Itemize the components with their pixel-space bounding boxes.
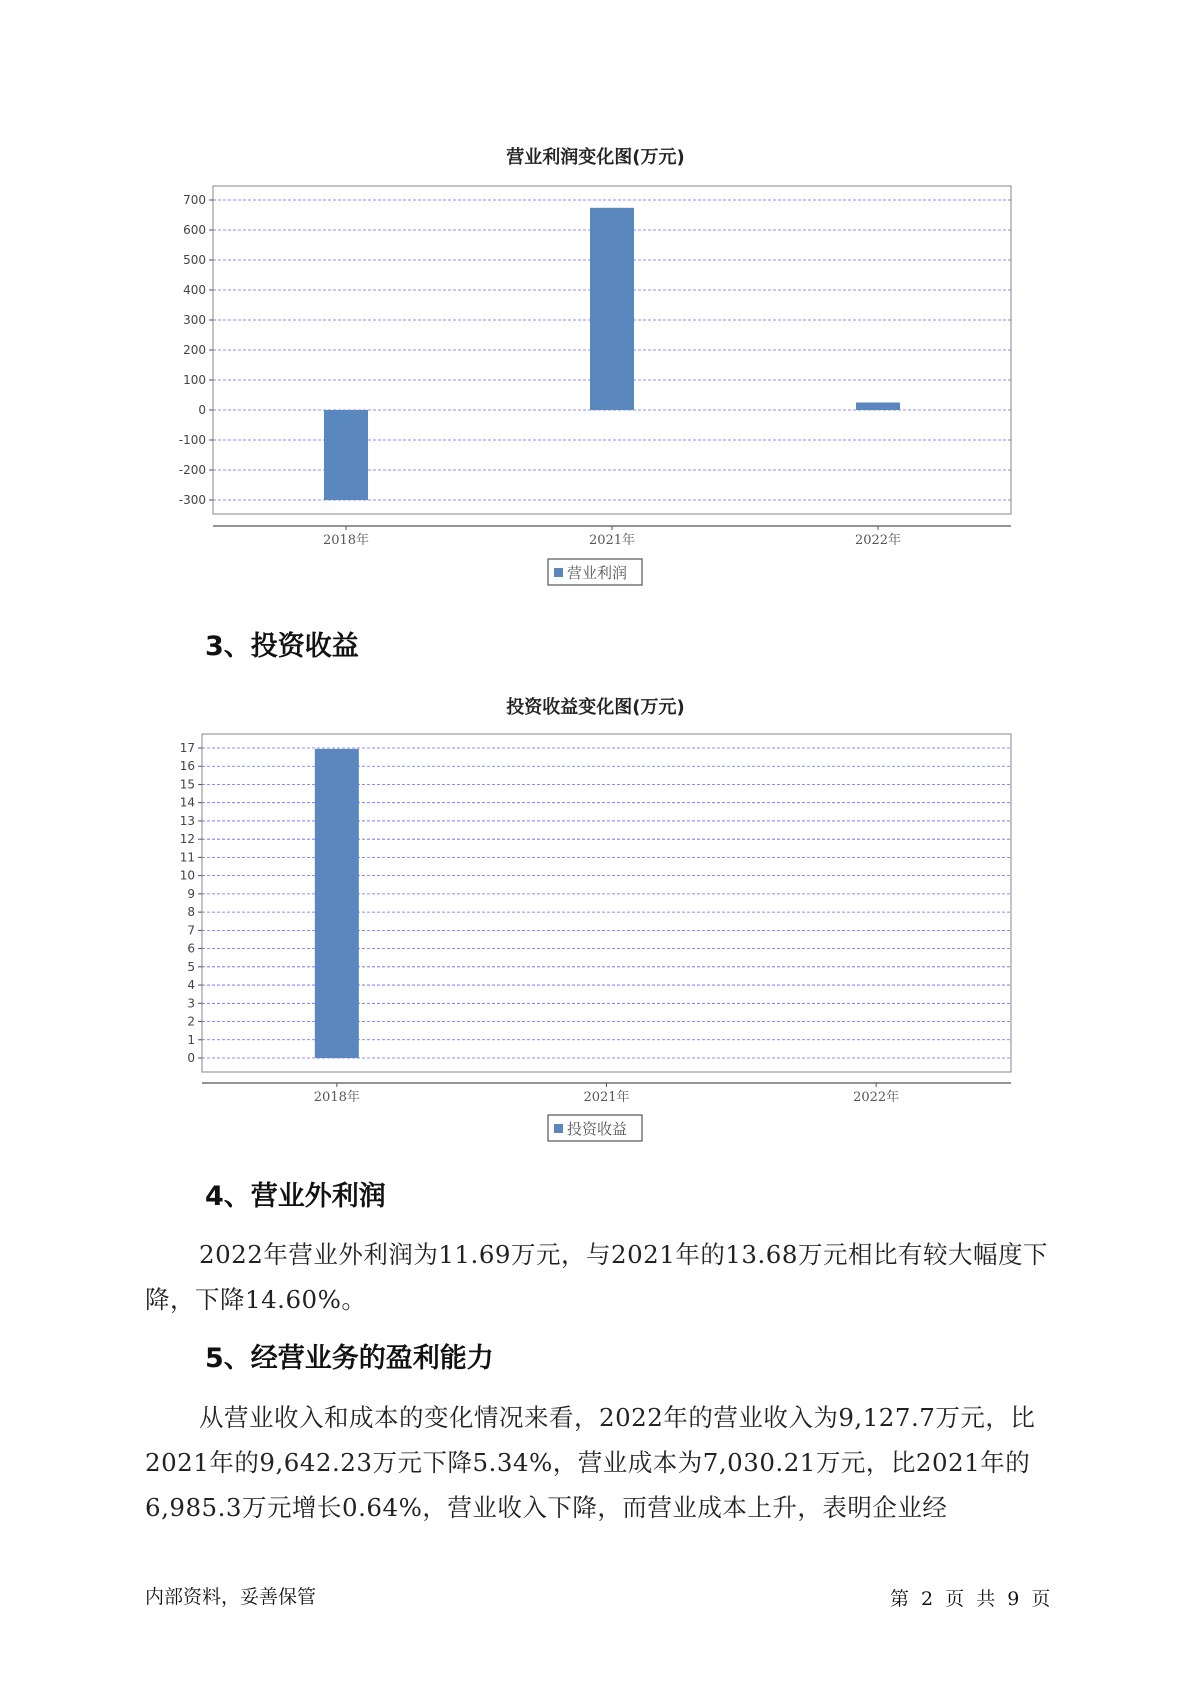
y-tick-label: 12 (179, 832, 195, 847)
x-tick-label: 2021年 (588, 533, 636, 548)
y-tick-label: 5 (187, 959, 195, 974)
y-tick-label: 400 (183, 283, 206, 297)
section3-heading: 3、投资收益 (205, 631, 359, 662)
bar-2021年 (590, 208, 634, 410)
section4-paragraph (145, 1232, 1065, 1322)
legend-label: 投资收益 (567, 1120, 628, 1138)
y-tick-label: 14 (179, 795, 195, 810)
y-tick-label: 15 (179, 777, 195, 792)
operating-profit-chart (0, 170, 1191, 590)
chart1-title: 营业利润变化图(万元) (506, 147, 685, 168)
y-tick-label: 16 (179, 759, 195, 774)
y-tick-label: 700 (183, 193, 206, 207)
y-tick-label: 100 (183, 373, 206, 387)
y-tick-label: 17 (179, 741, 195, 755)
x-tick-label: 2018年 (322, 533, 370, 548)
x-tick-label: 2021年 (583, 1090, 630, 1105)
legend-swatch (554, 1124, 563, 1133)
section5-paragraph (145, 1395, 1065, 1530)
y-tick-label: -100 (178, 433, 206, 447)
x-tick-label: 2018年 (313, 1090, 360, 1105)
bar-2022年 (856, 403, 900, 411)
footer-page-number: 第 2 页 共 9 页 (890, 1588, 1051, 1610)
chart2-title: 投资收益变化图(万元) (506, 697, 685, 718)
legend-label: 营业利润 (567, 564, 628, 582)
section5-heading: 5、经营业务的盈利能力 (205, 1343, 494, 1374)
y-tick-label: 9 (187, 886, 195, 901)
y-tick-label: 300 (183, 313, 206, 327)
investment-income-chart (0, 720, 1191, 1145)
bar-2018年 (324, 410, 368, 500)
section4-heading: 4、营业外利润 (205, 1181, 386, 1212)
y-tick-label: 6 (187, 941, 195, 956)
y-tick-label: 0 (198, 403, 206, 417)
y-tick-label: 600 (183, 223, 206, 237)
section4-text: 2022年营业外利润为11.69万元，与2021年的13.68万元相比有较大幅度下降，下降14.60%。 (145, 1240, 1048, 1314)
y-tick-label: 3 (187, 996, 195, 1011)
y-tick-label: -200 (178, 463, 206, 477)
section5-text: 从营业收入和成本的变化情况来看，2022年的营业收入为9,127.7万元，比2021年的9,642.23万元下降5.34%，营业成本为7,030.21万元，比2021年的6,985.3万元增长0.64%，营业收入下降，而营业成本上升，表明企业经 (145, 1403, 1036, 1522)
y-tick-label: 200 (183, 343, 206, 357)
y-tick-label: 11 (179, 850, 195, 865)
y-tick-label: 7 (187, 923, 195, 938)
legend-swatch (554, 568, 563, 577)
y-tick-label: 2 (187, 1014, 195, 1029)
footer-confidential: 内部资料，妥善保管 (145, 1586, 317, 1608)
y-tick-label: 13 (179, 813, 195, 828)
y-tick-label: 10 (179, 868, 195, 883)
y-tick-label: 500 (183, 253, 206, 267)
x-tick-label: 2022年 (853, 1090, 900, 1105)
x-tick-label: 2022年 (854, 533, 902, 548)
y-tick-label: 0 (187, 1051, 195, 1065)
y-tick-label: -300 (178, 493, 206, 507)
bar-2018年 (315, 749, 359, 1058)
y-tick-label: 1 (187, 1032, 195, 1047)
y-tick-label: 4 (187, 978, 195, 993)
y-tick-label: 8 (187, 905, 195, 920)
